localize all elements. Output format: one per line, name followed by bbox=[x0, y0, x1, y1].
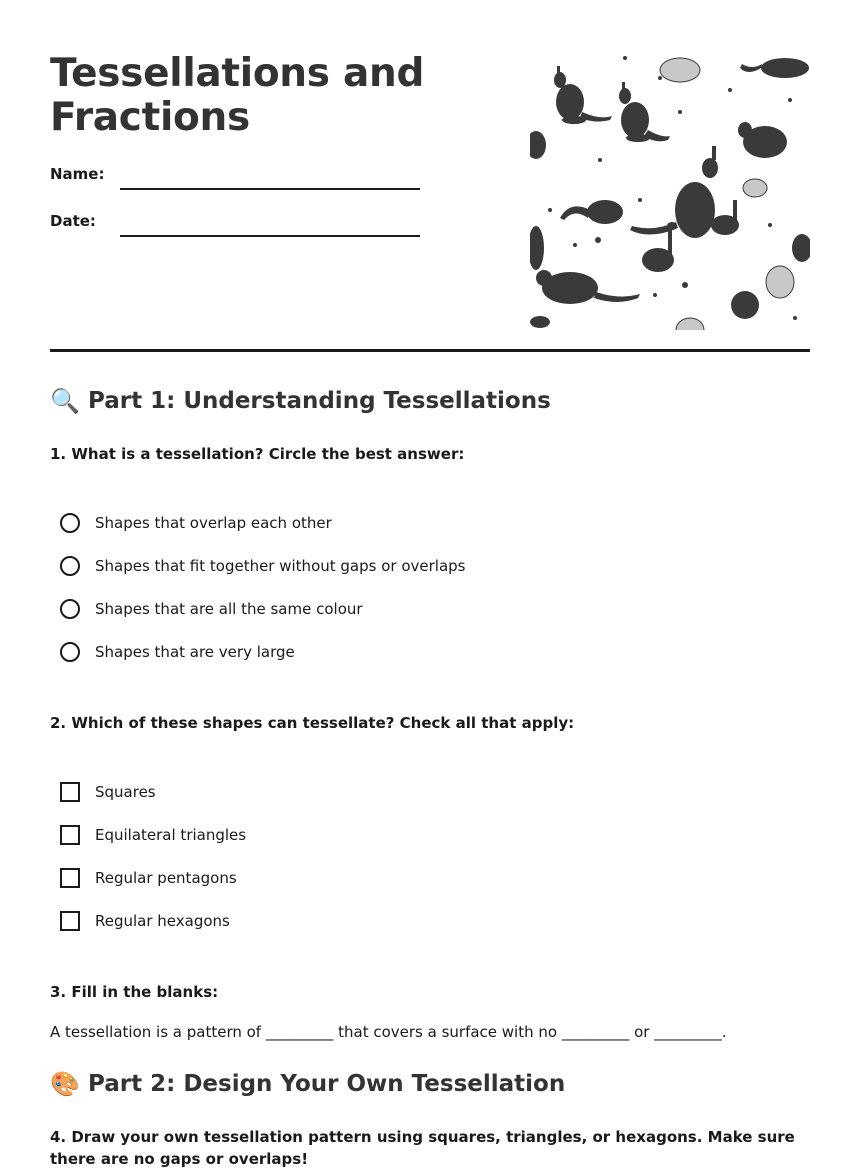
option-label: Shapes that overlap each other bbox=[95, 514, 332, 532]
part2-heading bbox=[50, 1070, 565, 1098]
palette-icon: 🎨 bbox=[50, 1070, 80, 1098]
q1-option[interactable] bbox=[60, 639, 295, 665]
header-divider bbox=[50, 349, 810, 352]
radio-circle-icon[interactable] bbox=[60, 556, 80, 576]
q2-option[interactable] bbox=[60, 779, 156, 805]
part1-title: Part 1: Understanding Tessellations bbox=[88, 388, 551, 414]
name-line[interactable] bbox=[120, 188, 420, 190]
option-label: Regular pentagons bbox=[95, 869, 237, 887]
worksheet-title bbox=[50, 52, 470, 140]
q2-option[interactable] bbox=[60, 822, 246, 848]
option-label: Squares bbox=[95, 783, 156, 801]
option-label: Shapes that fit together without gaps or overlaps bbox=[95, 557, 466, 575]
radio-circle-icon[interactable] bbox=[60, 642, 80, 662]
radio-circle-icon[interactable] bbox=[60, 599, 80, 619]
fill-in-blank-sentence[interactable]: A tessellation is a pattern of _________ that covers a surface with no _________ or _________. bbox=[50, 1023, 727, 1041]
worksheet-page bbox=[50, 0, 810, 1168]
magnifying-glass-icon: 🔍 bbox=[50, 387, 80, 415]
q1-option[interactable] bbox=[60, 553, 465, 579]
option-label: Shapes that are very large bbox=[95, 643, 295, 661]
option-label: Equilateral triangles bbox=[95, 826, 247, 844]
q2-option[interactable] bbox=[60, 865, 237, 891]
date-line[interactable] bbox=[120, 235, 420, 237]
title-line-2: Fractions bbox=[50, 95, 250, 140]
checkbox-icon[interactable] bbox=[60, 782, 80, 802]
checkbox-icon[interactable] bbox=[60, 868, 80, 888]
australian-animals-pattern-image bbox=[530, 50, 810, 330]
checkbox-icon[interactable] bbox=[60, 911, 80, 931]
part1-heading bbox=[50, 387, 551, 415]
name-label: Name: bbox=[50, 165, 105, 183]
question-1: 1. What is a tessellation? Circle the best answer: bbox=[50, 445, 465, 463]
checkbox-icon[interactable] bbox=[60, 825, 80, 845]
date-label: Date: bbox=[50, 212, 96, 230]
question-3: 3. Fill in the blanks: bbox=[50, 983, 219, 1001]
q1-option[interactable] bbox=[60, 596, 363, 622]
question-2: 2. Which of these shapes can tessellate? Check all that apply: bbox=[50, 714, 575, 732]
option-label: Regular hexagons bbox=[95, 912, 230, 930]
q2-option[interactable] bbox=[60, 908, 230, 934]
question-4: 4. Draw your own tessellation pattern using squares, triangles, or hexagons. Make sure there are no gaps or overlaps! bbox=[50, 1128, 795, 1168]
title-line-1: Tessellations and bbox=[50, 51, 425, 96]
date-field bbox=[50, 209, 420, 239]
name-field bbox=[50, 162, 420, 192]
q1-option[interactable] bbox=[60, 510, 332, 536]
option-label: Shapes that are all the same colour bbox=[95, 600, 363, 618]
part2-title: Part 2: Design Your Own Tessellation bbox=[88, 1071, 566, 1097]
worksheet-header bbox=[50, 0, 810, 352]
radio-circle-icon[interactable] bbox=[60, 513, 80, 533]
